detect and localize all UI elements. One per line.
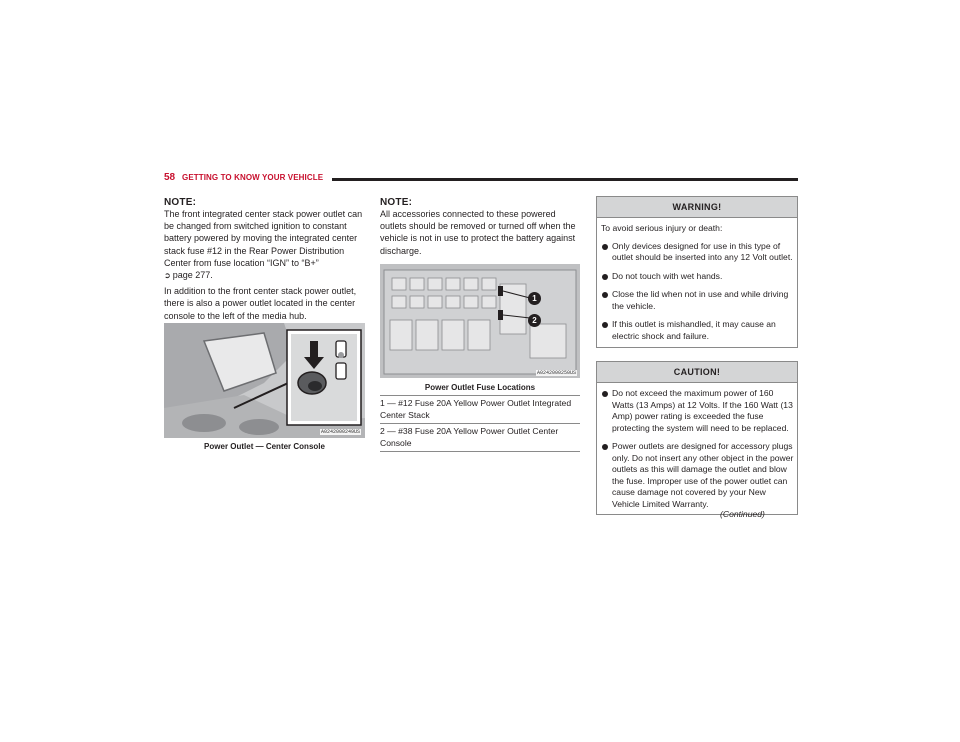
list-item [601,241,794,264]
callout-1: 1 [528,292,541,305]
section-title: GETTING TO KNOW YOUR VEHICLE [182,173,324,182]
center-console-illustration [164,323,365,438]
bullet-icon [602,292,608,298]
column-1 [164,197,365,322]
caution-heading: CAUTION! [597,362,797,383]
figure-caption: Power Outlet — Center Console [204,442,325,451]
image-code: A0242000250US [536,370,576,376]
warning-intro: To avoid serious injury or death: [601,223,723,233]
warning-box [596,196,798,348]
bullet-icon [602,322,608,328]
list-item [601,319,794,342]
table-row: 2 — #38 Fuse 20A Yellow Power Outlet Center Console [380,424,580,452]
bullet-text: Close the lid when not in use and while driving the vehicle. [612,289,789,311]
page-reference-link[interactable] [164,269,365,282]
note-heading: NOTE: [380,197,413,208]
list-item [601,388,794,434]
note-heading: NOTE: [164,197,197,208]
body-paragraph: In addition to the front center stack power outlet, there is also a power outlet located in the center console to the left of the media hub. [164,286,357,321]
table-row: 1 — #12 Fuse 20A Yellow Power Outlet Integrated Center Stack [380,396,580,424]
page-reference-text: page 277. [172,270,213,281]
bullet-icon [602,444,608,450]
list-item [601,271,794,283]
bullet-text: Only devices designed for use in this type of outlet should be inserted into any 12 Volt outlet. [612,240,793,262]
fuse-box-illustration [380,264,580,378]
bullet-icon [602,391,608,397]
image-code: A0242000249US [320,429,360,435]
warning-heading: WARNING! [597,197,797,218]
note-paragraph: All accessories connected to these powered outlets should be removed or turned off when the vehicle is not in use to protect the battery against discharge. [380,209,576,256]
fuse-table [380,395,580,452]
continued-label: (Continued) [720,509,765,519]
page-number: 58 [164,172,176,183]
bullet-text: If this outlet is mishandled, it may cause an electric shock and failure. [612,319,776,341]
list-item [601,289,794,312]
column-2 [380,197,580,257]
caution-box [596,361,798,515]
list-item [601,441,794,510]
note-paragraph: The front integrated center stack power outlet can be changed from switched ignition to constant battery powered by moving the integrated center stack fuse #12 in the Rear Power Distribution Center from fuse location “IGN” to “B+” [164,209,363,268]
page-header [164,172,798,186]
bullet-icon [602,244,608,250]
figure-caption: Power Outlet Fuse Locations [424,383,536,392]
bullet-text: Do not touch with wet hands. [612,270,723,281]
fuse-box-photo [380,264,580,378]
bullet-text: Power outlets are designed for accessory plugs only. Do not insert any other object in the power outlets as this will damage the outlet and blow the fuse. Improper use of the power outlet can cause damage not covered by your New Vehicle Limited Warranty. [612,441,794,509]
bullet-icon [602,274,608,280]
center-console-photo [164,323,365,438]
callout-2: 2 [528,314,541,327]
header-rule [332,178,798,181]
bullet-text: Do not exceed the maximum power of 160 Watts (13 Amps) at 12 Volts. If the 160 Watt (13 Amp) power rating is exceeded the fuse protecting the system will need to be replaced. [612,388,793,433]
arrow-right-icon: ➲ [164,271,171,281]
